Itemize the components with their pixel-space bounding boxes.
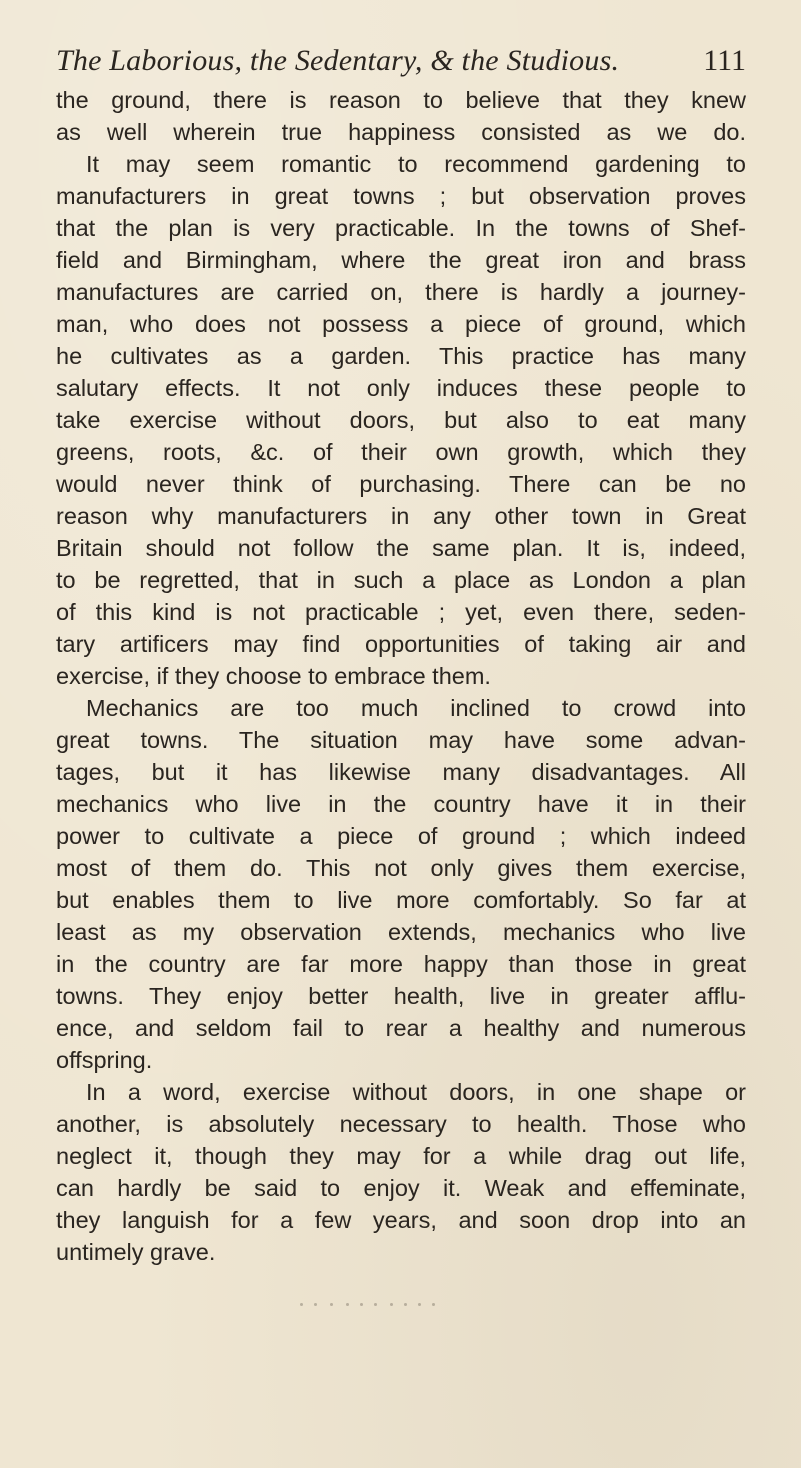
faint-print-dots	[300, 1300, 440, 1308]
text-line: offspring.	[56, 1047, 153, 1073]
text-line: can hardly be said to enjoy it. Weak and effeminate,	[56, 1175, 746, 1201]
text-line: towns. They enjoy better health, live in greater afflu-	[56, 983, 746, 1009]
page-number: 111	[703, 44, 746, 77]
text-line: the ground, there is reason to believe that they knew	[56, 87, 746, 113]
text-line: as well wherein true happiness consisted as we do.	[56, 119, 746, 145]
text-line: of this kind is not practicable ; yet, even there, seden-	[56, 599, 746, 625]
text-line: take exercise without doors, but also to eat many	[56, 407, 746, 433]
paragraph-start-line: In a word, exercise without doors, in one shape or	[86, 1079, 746, 1105]
text-line: tary artificers may find opportunities of taking air and	[56, 631, 746, 657]
text-line: ence, and seldom fail to rear a healthy and numerous	[56, 1015, 746, 1041]
text-line: manufacturers in great towns ; but observation proves	[56, 183, 746, 209]
text-line: tages, but it has likewise many disadvantages. All	[56, 759, 746, 785]
text-line: neglect it, though they may for a while drag out life,	[56, 1143, 746, 1169]
text-line: great towns. The situation may have some advan-	[56, 727, 746, 753]
text-line: to be regretted, that in such a place as London a plan	[56, 567, 746, 593]
text-line: least as my observation extends, mechanics who live	[56, 919, 746, 945]
paragraph-start-line: Mechanics are too much inclined to crowd into	[86, 695, 746, 721]
paragraph-start-line: It may seem romantic to recommend gardening to	[86, 151, 746, 177]
text-line: mechanics who live in the country have it in their	[56, 791, 746, 817]
text-line: untimely grave.	[56, 1239, 216, 1265]
text-line: exercise, if they choose to embrace them.	[56, 663, 491, 689]
running-head	[56, 44, 746, 84]
running-title: The Laborious, the Sedentary, & the Studious.	[56, 44, 620, 77]
text-line: that the plan is very practicable. In the towns of Shef-	[56, 215, 746, 241]
text-line: Britain should not follow the same plan. It is, indeed,	[56, 535, 746, 561]
text-line: he cultivates as a garden. This practice has many	[56, 343, 746, 369]
text-line: most of them do. This not only gives them exercise,	[56, 855, 746, 881]
text-line: would never think of purchasing. There can be no	[56, 471, 746, 497]
text-line: but enables them to live more comfortably. So far at	[56, 887, 746, 913]
text-line: manufactures are carried on, there is hardly a journey-	[56, 279, 746, 305]
text-line: field and Birmingham, where the great iron and brass	[56, 247, 746, 273]
text-line: man, who does not possess a piece of ground, which	[56, 311, 746, 337]
text-line: they languish for a few years, and soon drop into an	[56, 1207, 746, 1233]
text-line: salutary effects. It not only induces these people to	[56, 375, 746, 401]
text-line: reason why manufacturers in any other town in Great	[56, 503, 746, 529]
text-line: in the country are far more happy than those in great	[56, 951, 746, 977]
text-line: another, is absolutely necessary to health. Those who	[56, 1111, 746, 1137]
text-line: greens, roots, &c. of their own growth, which they	[56, 439, 746, 465]
text-line: power to cultivate a piece of ground ; which indeed	[56, 823, 746, 849]
